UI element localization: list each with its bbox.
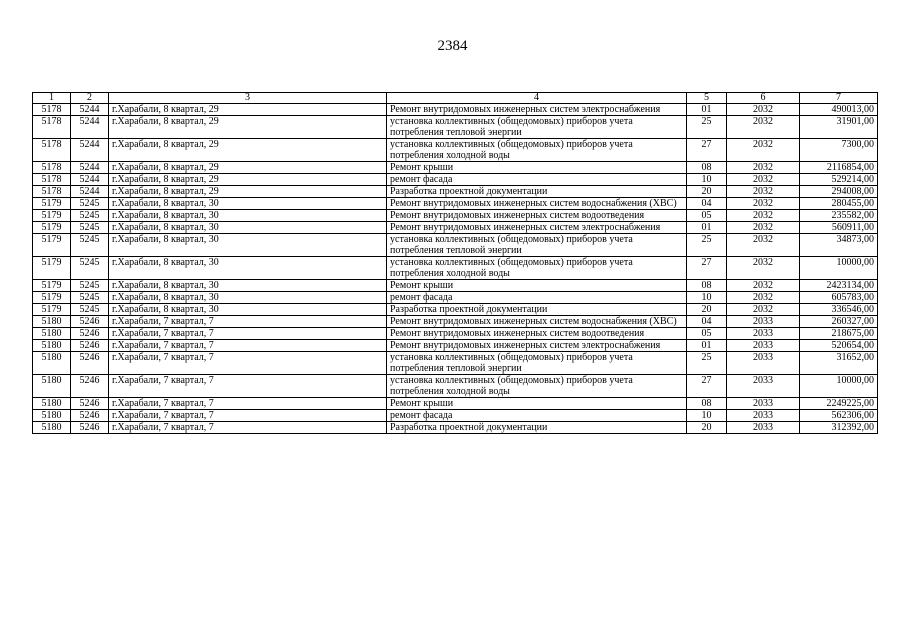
cell-number: 5178 (33, 116, 71, 139)
cell-address: г.Харабали, 7 квартал, 7 (109, 422, 387, 434)
cell-year: 2033 (727, 422, 800, 434)
column-header-6: 6 (727, 93, 800, 104)
cell-address: г.Харабали, 8 квартал, 29 (109, 162, 387, 174)
cell-work-type: Разработка проектной документации (387, 422, 687, 434)
cell-work-code: 05 (687, 210, 727, 222)
cell-work-code: 01 (687, 104, 727, 116)
cell-address: г.Харабали, 7 квартал, 7 (109, 410, 387, 422)
cell-code: 5246 (71, 316, 109, 328)
cell-number: 5180 (33, 328, 71, 340)
cell-year: 2033 (727, 398, 800, 410)
cell-work-type: Ремонт внутридомовых инженерных систем водоотведения (387, 210, 687, 222)
cell-work-type: Ремонт внутридомовых инженерных систем водоснабжения (ХВС) (387, 316, 687, 328)
table-row (33, 162, 878, 174)
cell-work-type: Ремонт внутридомовых инженерных систем электроснабжения (387, 340, 687, 352)
cell-work-code: 20 (687, 304, 727, 316)
cell-work-code: 27 (687, 139, 727, 162)
cell-year: 2033 (727, 316, 800, 328)
table-row (33, 422, 878, 434)
table-row (33, 186, 878, 198)
cell-cost: 31901,00 (800, 116, 878, 139)
cell-cost: 10000,00 (800, 257, 878, 280)
cell-work-type: Ремонт внутридомовых инженерных систем электроснабжения (387, 104, 687, 116)
cell-number: 5180 (33, 410, 71, 422)
column-header-5: 5 (687, 93, 727, 104)
cell-address: г.Харабали, 7 квартал, 7 (109, 316, 387, 328)
header-row (33, 93, 878, 104)
cell-number: 5179 (33, 222, 71, 234)
cell-work-code: 27 (687, 257, 727, 280)
cell-number: 5179 (33, 304, 71, 316)
page-number: 2384 (437, 38, 468, 54)
cell-work-code: 20 (687, 422, 727, 434)
cell-work-code: 25 (687, 352, 727, 375)
cell-work-code: 27 (687, 375, 727, 398)
cell-year: 2032 (727, 210, 800, 222)
cell-cost: 7300,00 (800, 139, 878, 162)
cell-work-type: установка коллективных (общедомовых) приборов учета потребления холодной воды (387, 257, 687, 280)
cell-code: 5246 (71, 328, 109, 340)
cell-work-code: 08 (687, 398, 727, 410)
column-header-3: 3 (109, 93, 387, 104)
cell-address: г.Харабали, 8 квартал, 30 (109, 257, 387, 280)
cell-address: г.Харабали, 8 квартал, 29 (109, 139, 387, 162)
cell-address: г.Харабали, 7 квартал, 7 (109, 398, 387, 410)
cell-work-type: Ремонт внутридомовых инженерных систем водоотведения (387, 328, 687, 340)
cell-address: г.Харабали, 8 квартал, 30 (109, 292, 387, 304)
cell-code: 5244 (71, 186, 109, 198)
column-header-1: 1 (33, 93, 71, 104)
cell-code: 5245 (71, 234, 109, 257)
cell-cost: 10000,00 (800, 375, 878, 398)
cell-code: 5246 (71, 352, 109, 375)
cell-year: 2033 (727, 375, 800, 398)
cell-cost: 529214,00 (800, 174, 878, 186)
cell-year: 2033 (727, 328, 800, 340)
cell-year: 2032 (727, 139, 800, 162)
cell-work-code: 10 (687, 292, 727, 304)
cell-address: г.Харабали, 8 квартал, 30 (109, 280, 387, 292)
cell-year: 2033 (727, 352, 800, 375)
cell-number: 5179 (33, 210, 71, 222)
cell-work-type: ремонт фасада (387, 292, 687, 304)
cell-code: 5244 (71, 104, 109, 116)
cell-work-code: 20 (687, 186, 727, 198)
cell-number: 5179 (33, 234, 71, 257)
cell-code: 5245 (71, 304, 109, 316)
cell-code: 5245 (71, 210, 109, 222)
table-row (33, 280, 878, 292)
cell-number: 5180 (33, 422, 71, 434)
column-header-4: 4 (387, 93, 687, 104)
cell-address: г.Харабали, 7 квартал, 7 (109, 375, 387, 398)
table-row (33, 304, 878, 316)
cell-address: г.Харабали, 8 квартал, 30 (109, 210, 387, 222)
table-row (33, 210, 878, 222)
cell-address: г.Харабали, 8 квартал, 29 (109, 174, 387, 186)
cell-number: 5180 (33, 398, 71, 410)
table-row (33, 292, 878, 304)
cell-work-type: Разработка проектной документации (387, 186, 687, 198)
cell-work-code: 01 (687, 222, 727, 234)
column-header-2: 2 (71, 93, 109, 104)
cell-work-type: Ремонт внутридомовых инженерных систем электроснабжения (387, 222, 687, 234)
works-table (32, 92, 878, 434)
table-row (33, 104, 878, 116)
table-row (33, 234, 878, 257)
cell-work-type: Ремонт крыши (387, 162, 687, 174)
cell-year: 2032 (727, 304, 800, 316)
cell-work-type: ремонт фасада (387, 174, 687, 186)
cell-work-type: Ремонт внутридомовых инженерных систем водоснабжения (ХВС) (387, 198, 687, 210)
cell-cost: 34873,00 (800, 234, 878, 257)
cell-cost: 605783,00 (800, 292, 878, 304)
cell-cost: 490013,00 (800, 104, 878, 116)
cell-number: 5178 (33, 104, 71, 116)
cell-cost: 336546,00 (800, 304, 878, 316)
table-row (33, 316, 878, 328)
table-row (33, 352, 878, 375)
cell-number: 5178 (33, 186, 71, 198)
cell-work-type: Ремонт крыши (387, 280, 687, 292)
cell-cost: 520654,00 (800, 340, 878, 352)
cell-code: 5246 (71, 422, 109, 434)
table-row (33, 340, 878, 352)
table-row (33, 174, 878, 186)
cell-work-code: 05 (687, 328, 727, 340)
table-row (33, 398, 878, 410)
cell-work-type: Ремонт крыши (387, 398, 687, 410)
cell-work-code: 04 (687, 198, 727, 210)
cell-year: 2032 (727, 280, 800, 292)
cell-number: 5179 (33, 257, 71, 280)
cell-code: 5245 (71, 257, 109, 280)
table-row (33, 410, 878, 422)
cell-cost: 312392,00 (800, 422, 878, 434)
cell-code: 5245 (71, 222, 109, 234)
cell-code: 5245 (71, 198, 109, 210)
cell-work-type: установка коллективных (общедомовых) приборов учета потребления холодной воды (387, 375, 687, 398)
cell-year: 2032 (727, 162, 800, 174)
cell-work-code: 04 (687, 316, 727, 328)
cell-work-type: установка коллективных (общедомовых) приборов учета потребления тепловой энергии (387, 352, 687, 375)
cell-cost: 31652,00 (800, 352, 878, 375)
cell-code: 5245 (71, 280, 109, 292)
cell-code: 5244 (71, 116, 109, 139)
cell-work-code: 25 (687, 116, 727, 139)
cell-work-type: установка коллективных (общедомовых) приборов учета потребления тепловой энергии (387, 116, 687, 139)
cell-code: 5246 (71, 375, 109, 398)
table-row (33, 116, 878, 139)
cell-year: 2033 (727, 410, 800, 422)
cell-cost: 562306,00 (800, 410, 878, 422)
cell-work-code: 08 (687, 162, 727, 174)
cell-work-type: ремонт фасада (387, 410, 687, 422)
cell-cost: 235582,00 (800, 210, 878, 222)
cell-cost: 294008,00 (800, 186, 878, 198)
cell-year: 2032 (727, 222, 800, 234)
cell-work-type: установка коллективных (общедомовых) приборов учета потребления тепловой энергии (387, 234, 687, 257)
cell-work-type: Разработка проектной документации (387, 304, 687, 316)
cell-address: г.Харабали, 8 квартал, 29 (109, 104, 387, 116)
table-row (33, 198, 878, 210)
cell-address: г.Харабали, 8 квартал, 30 (109, 198, 387, 210)
cell-address: г.Харабали, 8 квартал, 29 (109, 186, 387, 198)
cell-work-code: 10 (687, 410, 727, 422)
table-row (33, 222, 878, 234)
table-row (33, 139, 878, 162)
cell-number: 5179 (33, 292, 71, 304)
cell-code: 5245 (71, 292, 109, 304)
table-body (33, 104, 878, 434)
cell-address: г.Харабали, 7 квартал, 7 (109, 340, 387, 352)
cell-cost: 2249225,00 (800, 398, 878, 410)
cell-cost: 260327,00 (800, 316, 878, 328)
cell-work-code: 10 (687, 174, 727, 186)
cell-year: 2032 (727, 174, 800, 186)
cell-code: 5244 (71, 174, 109, 186)
cell-address: г.Харабали, 8 квартал, 30 (109, 234, 387, 257)
cell-year: 2032 (727, 292, 800, 304)
cell-cost: 560911,00 (800, 222, 878, 234)
cell-number: 5178 (33, 162, 71, 174)
cell-year: 2032 (727, 234, 800, 257)
cell-work-code: 01 (687, 340, 727, 352)
cell-year: 2032 (727, 186, 800, 198)
cell-code: 5246 (71, 410, 109, 422)
cell-code: 5246 (71, 340, 109, 352)
cell-cost: 218675,00 (800, 328, 878, 340)
cell-address: г.Харабали, 7 квартал, 7 (109, 352, 387, 375)
cell-number: 5180 (33, 375, 71, 398)
cell-number: 5178 (33, 174, 71, 186)
cell-code: 5244 (71, 162, 109, 174)
cell-cost: 2116854,00 (800, 162, 878, 174)
cell-address: г.Харабали, 8 квартал, 30 (109, 304, 387, 316)
cell-year: 2032 (727, 198, 800, 210)
cell-address: г.Харабали, 7 квартал, 7 (109, 328, 387, 340)
cell-year: 2033 (727, 340, 800, 352)
cell-number: 5179 (33, 280, 71, 292)
cell-work-code: 08 (687, 280, 727, 292)
column-header-7: 7 (800, 93, 878, 104)
cell-number: 5180 (33, 316, 71, 328)
cell-work-type: установка коллективных (общедомовых) приборов учета потребления холодной воды (387, 139, 687, 162)
table-row (33, 375, 878, 398)
cell-address: г.Харабали, 8 квартал, 29 (109, 116, 387, 139)
cell-code: 5244 (71, 139, 109, 162)
cell-work-code: 25 (687, 234, 727, 257)
table-row (33, 257, 878, 280)
cell-year: 2032 (727, 116, 800, 139)
cell-number: 5178 (33, 139, 71, 162)
table-row (33, 328, 878, 340)
cell-code: 5246 (71, 398, 109, 410)
cell-cost: 280455,00 (800, 198, 878, 210)
cell-year: 2032 (727, 257, 800, 280)
cell-address: г.Харабали, 8 квартал, 30 (109, 222, 387, 234)
cell-number: 5180 (33, 352, 71, 375)
cell-cost: 2423134,00 (800, 280, 878, 292)
cell-number: 5180 (33, 340, 71, 352)
cell-number: 5179 (33, 198, 71, 210)
cell-year: 2032 (727, 104, 800, 116)
